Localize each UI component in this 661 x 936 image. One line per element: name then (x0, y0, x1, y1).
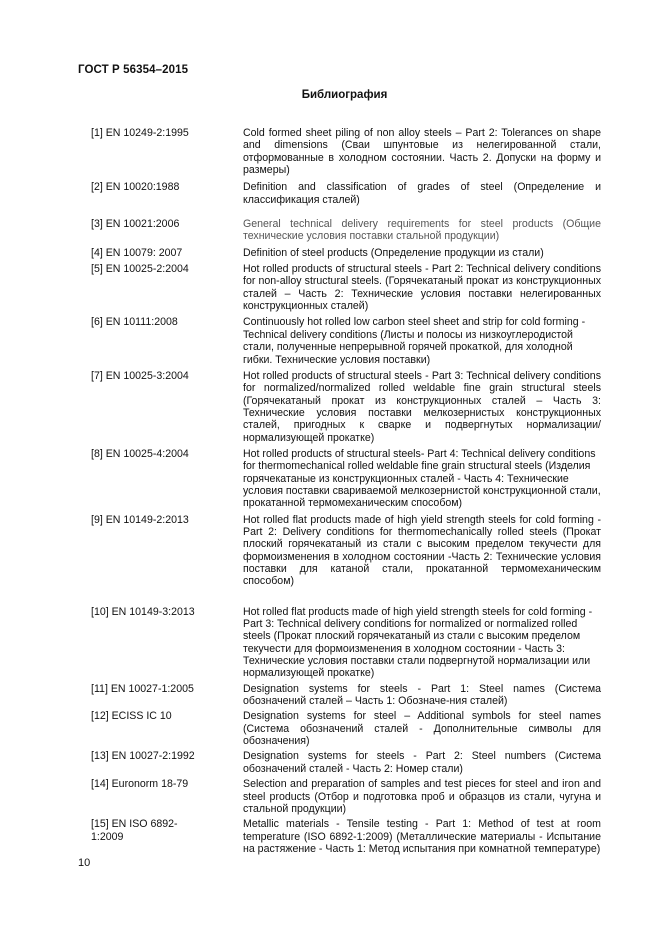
entry-reference: [14] Euronorm 18-79 (91, 778, 189, 791)
page-number: 10 (78, 857, 91, 869)
bibliography-entry (91, 818, 601, 855)
bibliography-entry (91, 606, 601, 680)
entry-description: Hot rolled flat products made of high yield strength steels for cold forming - Part 2: Delivery conditions for thermomechanically rolled steels (Прокат плоский горячекатаный из стали с высоким пределом текучести для формоизменения в холодном состоянии -Часть 2: Технические условия поставки для катаной стали, прокатанной термомеханическим способом) (243, 513, 601, 588)
entry-description: Definition and classification of grades of steel (Определение и классификация сталей) (243, 181, 601, 206)
entry-reference: [6] EN 10111:2008 (91, 316, 178, 329)
bibliography-entry (91, 448, 601, 510)
bibliography-entry (91, 683, 601, 708)
entry-reference: [13] EN 10027-2:1992 (91, 750, 195, 763)
entry-description: Designation systems for steels - Part 2: Steel numbers (Система обозначений сталей - Часть 2: Номер стали) (243, 750, 601, 775)
bibliography-entry (91, 127, 601, 176)
entry-description: Hot rolled flat products made of high yield strength steels for cold forming - Part 3: Technical delivery conditions for normalized or normalized rolled steels (Прокат плоский горячекатаный из стали с высоким пределом текучести для формоизменения в холодном состоянии - Часть 3: Технические условия поставки стали подвергнутой нормализации или нормализующей прокатке) (243, 605, 593, 680)
entry-reference: [1] EN 10249-2:1995 (91, 127, 189, 139)
entry-reference: [10] EN 10149-3:2013 (91, 605, 195, 618)
entry-reference: [9] EN 10149-2:2013 (91, 513, 189, 526)
document-code: ГОСТ Р 56354–2015 (78, 64, 189, 76)
entry-description: Designation systems for steels - Part 1: Steel names (Система обозначений сталей – Часть 1: Обозначе-ния сталей) (243, 682, 601, 708)
bibliography-entry (91, 218, 601, 243)
entry-reference: [4] EN 10079: 2007 (91, 246, 183, 259)
bibliography-entry (91, 263, 601, 312)
bibliography-entry (91, 370, 601, 444)
entry-description: Hot rolled products of structural steels - Part 2: Technical delivery conditions for non-alloy structural steels. (Горячекатаный прокат из конструкционных сталей – Часть 2: Технические условия поставки нелегированных конструкционных сталей) (243, 263, 601, 313)
entry-description: Metallic materials - Tensile testing - Part 1: Method of test at room temperature (ISO 6892-1:2009) (Металлические материалы - Испытание на растяжение - Часть 1: Метод испытания при комнатной температуре) (243, 818, 601, 855)
entry-reference: [15] EN ISO 6892-1:2009 (91, 818, 178, 843)
entry-description: Definition of steel products (Определение продукции из стали) (243, 246, 544, 259)
entry-reference: [8] EN 10025-4:2004 (91, 447, 189, 460)
entry-reference: [2] EN 10020:1988 (91, 181, 180, 194)
entry-reference: [7] EN 10025-3:2004 (91, 369, 189, 382)
bibliography-entry (91, 778, 601, 815)
bibliography-entry (91, 514, 601, 588)
bibliography-entry (91, 710, 601, 747)
entry-description: Continuously hot rolled low carbon steel sheet and strip for cold forming - Technical delivery conditions (Листы и полосы из низкоуглеродистой стали, полученные непрерывной горячей прокаткой, для холодной гибки. Технические условия поставки) (243, 316, 586, 366)
entry-description: Selection and preparation of samples and test pieces for steel and iron and steel products (Отбор и подготовка проб и образцов из стали, чугуна и стальной продукции) (243, 778, 601, 815)
bibliography-entry (91, 316, 601, 365)
entry-description: Hot rolled products of structural steels- Part 4: Technical delivery conditions for thermomechanical rolled weldable fine grain structural steels (Изделия горячекатаные из конструкционных сталей - Часть 4: Технические условия поставки свариваемой мелкозернистой конструкционной стали, прокатанной термомеханическим способом) (243, 447, 601, 510)
entry-reference: [3] EN 10021:2006 (91, 218, 180, 231)
entry-reference: [5] EN 10025-2:2004 (91, 263, 189, 276)
bibliography-list (91, 127, 601, 855)
bibliography-entry (91, 750, 601, 775)
entry-reference: [12] ECISS IC 10 (91, 710, 172, 723)
bibliography-entry (91, 247, 601, 259)
section-title: Библиография (301, 89, 388, 101)
entry-description: Cold formed sheet piling of non alloy steels – Part 2: Tolerances on shape and dimensions (Сваи шпунтовые из нелегированной стали, отформованные в холодном состоянии. Часть 2. Допуски на форму и размеры) (243, 127, 601, 177)
entry-reference: [11] EN 10027-1:2005 (91, 682, 194, 695)
entry-description: General technical delivery requirements for steel products (Общие технические условия поставки стальной продукции) (243, 218, 601, 243)
entry-description: Hot rolled products of structural steels - Part 3: Technical delivery conditions for normalized/normalized rolled weldable fine grain structural steels (Горячекатаный прокат из конструкционных сталей – Часть 3: Технические условия поставки мелкозернистых конструкционных сталей, пригодных к сварке и подвергнутых нормализации/нормализующей прокатке) (243, 369, 601, 444)
bibliography-entry (91, 181, 601, 206)
entry-description: Designation systems for steel – Additional symbols for steel names (Система обозначений сталей - Дополнительные символы для обозначения) (243, 710, 601, 748)
